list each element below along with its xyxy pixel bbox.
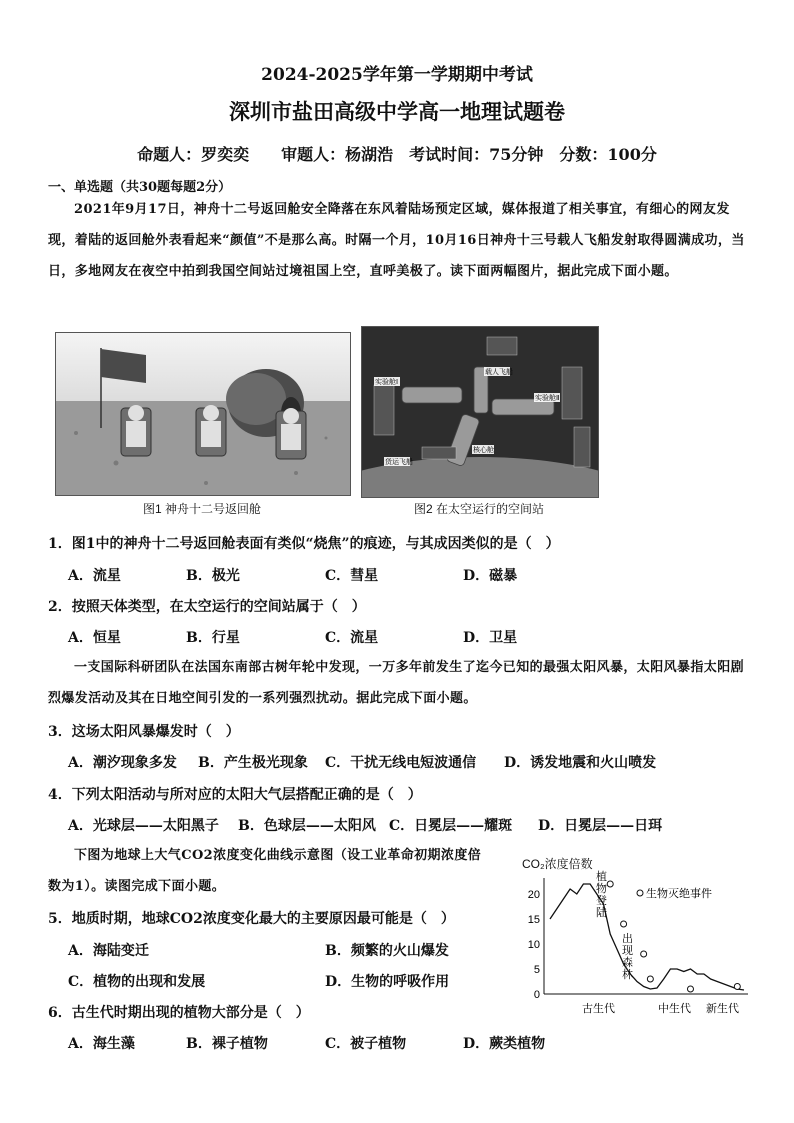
q1-option-a[interactable]: A．流星	[68, 568, 121, 584]
q4-option-d[interactable]: D．日冕层——日珥	[538, 818, 663, 834]
figure-2-photo	[361, 326, 599, 498]
annot-forest-2: 现	[622, 945, 633, 957]
q2-option-b[interactable]: B．行星	[186, 630, 240, 646]
question-2: 2．按照天体类型，在太空运行的空间站属于（ ）	[48, 599, 366, 615]
extinction-point	[607, 881, 613, 887]
annot-plant-landing-1: 植	[596, 871, 607, 883]
chart-legend: 生物灭绝事件	[646, 888, 712, 900]
annot-plant-landing-3: 登	[596, 895, 607, 907]
co2-chart	[516, 852, 754, 1022]
extinction-point	[641, 951, 647, 957]
q5-option-d[interactable]: D．生物的呼吸作用	[325, 974, 450, 990]
fig2-label-cargo: 货运飞船	[385, 459, 413, 466]
q2-option-a[interactable]: A．恒星	[68, 630, 121, 646]
y-tick-label: 20	[527, 889, 540, 901]
legend-marker	[637, 890, 643, 896]
q4-option-b[interactable]: B．色球层——太阳风	[238, 818, 376, 834]
exam-meta: 命题人：罗奕奕 审题人：杨湖浩 考试时间：75分钟 分数：100分	[137, 145, 657, 164]
y-tick-label: 10	[527, 939, 540, 951]
question-3: 3．这场太阳风暴爆发时（ ）	[48, 724, 240, 740]
extinction-point	[647, 976, 653, 982]
annot-forest-3: 森	[622, 957, 633, 969]
q3-option-c[interactable]: C．干扰无线电短波通信	[325, 755, 477, 771]
passage-3: 下图为地球上大气CO2浓度变化曲线示意图（设工业革命初期浓度倍数为1）。读图完成下面小题。	[48, 848, 482, 894]
q6-option-d[interactable]: D．蕨类植物	[463, 1036, 546, 1052]
q4-option-c[interactable]: C．日冕层——耀斑	[389, 818, 513, 834]
question-4: 4．下列太阳活动与所对应的太阳大气层搭配正确的是（ ）	[48, 787, 422, 803]
q3-option-a[interactable]: A．潮汐现象多发	[68, 755, 177, 771]
q2-option-c[interactable]: C．流星	[325, 630, 379, 646]
q5-option-b[interactable]: B．频繁的火山爆发	[325, 943, 449, 959]
xlabel-mesozoic: 中生代	[658, 1003, 691, 1015]
xlabel-paleozoic: 古生代	[582, 1003, 615, 1015]
annot-plant-landing-4: 陆	[596, 907, 607, 919]
fig2-label-lab2: 实验舱Ⅱ	[535, 395, 560, 402]
passage-2: 一支国际科研团队在法国东南部古树年轮中发现，一万多年前发生了迄今已知的最强太阳风暴，太阳风暴指太阳剧烈爆发活动及其在日地空间引发的一系列强烈扰动。据此完成下面小题。	[48, 660, 745, 706]
y-tick-label: 15	[527, 914, 540, 926]
section-heading: 一、单选题（共30题每题2分）	[48, 180, 232, 195]
annot-forest-4: 林	[622, 969, 633, 981]
fig2-label-lab1: 实验舱Ⅰ	[375, 379, 399, 386]
xlabel-cenozoic: 新生代	[706, 1003, 739, 1015]
question-6: 6．古生代时期出现的植物大部分是（ ）	[48, 1005, 310, 1021]
fig2-label-core: 核心舱	[473, 447, 494, 454]
q6-option-b[interactable]: B．裸子植物	[186, 1036, 268, 1052]
q5-option-c[interactable]: C．植物的出现和发展	[68, 974, 206, 990]
question-5: 5．地质时期，地球CO2浓度变化最大的主要原因最可能是（ ）	[48, 911, 455, 927]
figure-1-caption: 图1 神舟十二号返回舱	[142, 502, 261, 516]
fig2-label-crewship: 载人飞船	[485, 369, 513, 376]
extinction-point	[734, 984, 740, 990]
q2-option-d[interactable]: D．卫星	[463, 630, 518, 646]
q6-option-c[interactable]: C．被子植物	[325, 1036, 407, 1052]
exam-title: 深圳市盐田高级中学高一地理试题卷	[229, 99, 565, 124]
figure-2-caption: 图2 在太空运行的空间站	[413, 502, 544, 516]
question-1: 1．图1中的神舟十二号返回舱表面有类似“烧焦”的痕迹，与其成因类似的是（ ）	[48, 536, 560, 552]
figure-1-photo	[55, 332, 351, 496]
q1-option-b[interactable]: B．极光	[186, 568, 240, 584]
annot-forest-1: 出	[622, 933, 633, 945]
exam-subtitle: 2024-2025学年第一学期期中考试	[261, 65, 533, 85]
q3-option-d[interactable]: D．诱发地震和火山喷发	[504, 755, 657, 771]
q4-option-a[interactable]: A．光球层——太阳黑子	[68, 818, 219, 834]
chart-ylabel: CO₂浓度倍数	[522, 857, 593, 871]
q1-option-d[interactable]: D．磁暴	[463, 568, 518, 584]
extinction-point	[687, 986, 693, 992]
y-tick-label: 5	[533, 964, 540, 976]
q5-option-a[interactable]: A．海陆变迁	[68, 943, 149, 959]
q3-option-b[interactable]: B．产生极光现象	[198, 755, 308, 771]
annot-plant-landing-2: 物	[596, 883, 607, 895]
q1-option-c[interactable]: C．彗星	[325, 568, 379, 584]
passage-1: 2021年9月17日，神舟十二号返回舱安全降落在东风着陆场预定区域，媒体报道了相关事宜，有细心的网友发现，着陆的返回舱外表看起来“颜值”不是那么高。时隔一个月，10月16日神舟十三号载人飞船发射取得圆满成功，当日，多地网友在夜空中拍到我国空间站过境祖国上空，直呼美极了。读下面两幅图片，据此完成下面小题。	[48, 202, 745, 279]
y-tick-label: 0	[533, 989, 540, 1001]
extinction-point	[621, 921, 627, 927]
q6-option-a[interactable]: A．海生藻	[68, 1036, 135, 1052]
